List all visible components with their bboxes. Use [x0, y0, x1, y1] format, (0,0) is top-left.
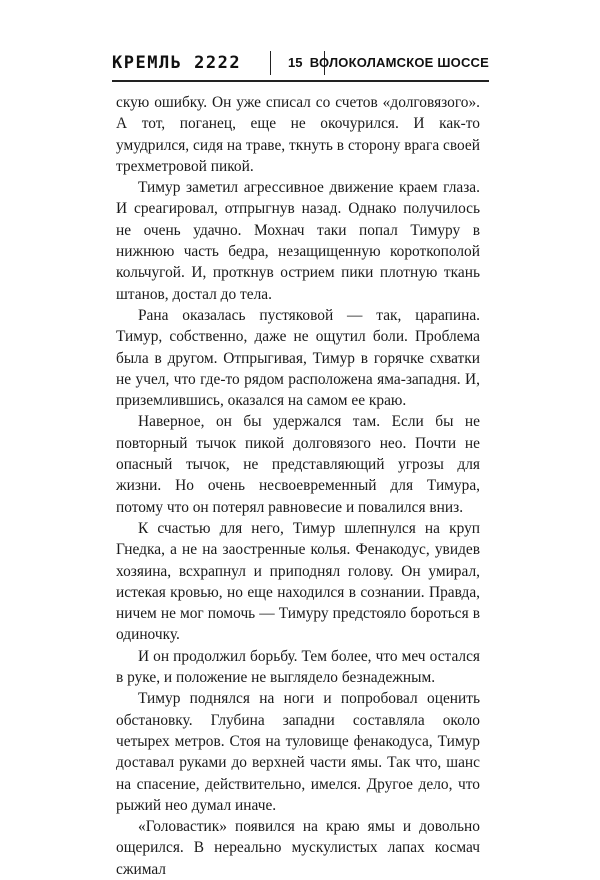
paragraph: Тимур заметил агрессивное движение краем глаза. И среагировал, отпрыгнув назад. Однако получилось не очень удачно. Мохнач таки попал Тимуру в нижнюю часть бедра, незащищенную короткополой кольчугой. И, проткнув острием пики плотную ткань штанов, достал до тела. — [116, 179, 480, 303]
paragraph: скую ошибку. Он уже списал со счетов «долговязого». А тот, поганец, еще не окочурился. И как-то умудрился, сидя на траве, ткнуть в сторону врага своей трехметровой пикой. — [116, 94, 480, 175]
running-header — [112, 51, 489, 81]
paragraph: «Головастик» появился на краю ямы и довольно ощерился. В нереально мускулистых лапах космач сжимал — [116, 818, 480, 878]
paragraph: Рана оказалась пустяковой — так, царапина. Тимур, собственно, даже не ощутил боли. Проблема была в другом. Отпрыгивая, Тимур в горячке схватки не учел, что где-то рядом расположена яма-западня. И, приземлившись, оказался на самом ее краю. — [116, 306, 480, 410]
body-text — [116, 92, 480, 880]
paragraph: К счастью для него, Тимур шлепнулся на круп Гнедка, а не на заостренные колья. Фенакодус, увидев хозяина, всхрапнул и приподнял голову. Он умирал, истекая кровью, но еще находился в сознании. Правда, ничем не мог помочь — Тимуру предстояло бороться в одиночку. — [116, 519, 480, 644]
paragraph: И он продолжил борьбу. Тем более, что меч остался в руке, и положение не выглядело безнадежным. — [116, 647, 480, 687]
paragraph: Тимур поднялся на ноги и попробовал оценить обстановку. Глубина западни составляла около четырех метров. Стоя на туловище фенакодуса, Тимур доставал руками до верхней части ямы. Так что, шанс на спасение, действительно, имелся. Другое дело, что рыжий нео думал иначе. — [116, 690, 480, 814]
paragraph: Наверное, он бы удержался там. Если бы не повторный тычок пикой долговязого нео. Почти не опасный тычок, не представляющий угрозы для жизни. Но очень несвоевременный для Тимура, потому что он потерял равновесие и повалился вниз. — [116, 413, 480, 516]
page-number: 15 — [288, 55, 303, 70]
chapter-title: ВОЛОКОЛАМСКОЕ ШОССЕ — [309, 55, 489, 70]
series-title: КРЕМЛЬ 2222 — [112, 53, 242, 73]
header-divider-left — [270, 51, 271, 75]
header-rule — [112, 80, 489, 82]
